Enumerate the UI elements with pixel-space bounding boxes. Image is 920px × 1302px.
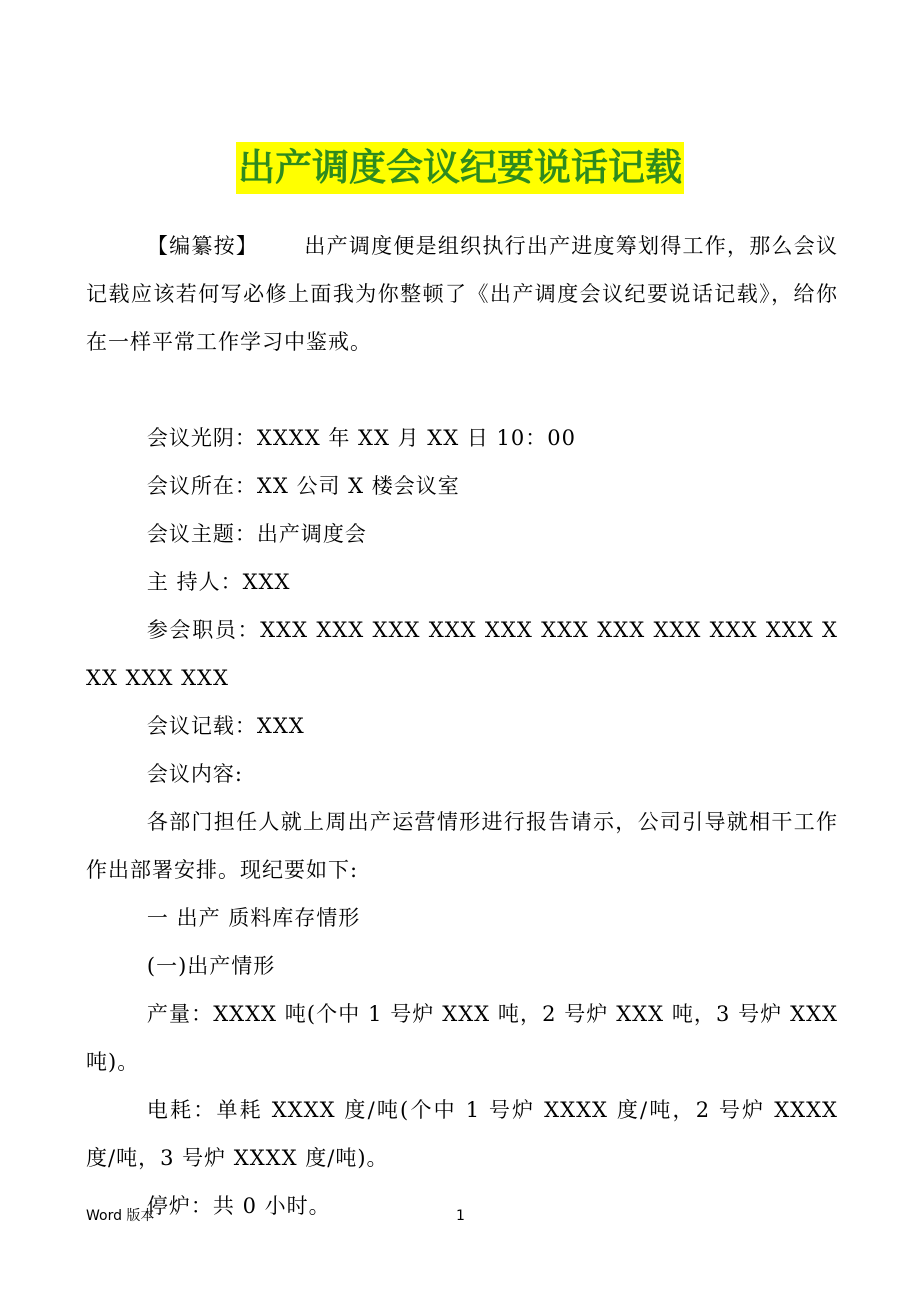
output-line: 产量：XXXX 吨(个中 1 号炉 XXX 吨，2 号炉 XXX 吨，3 号炉 XXX 吨)。 — [86, 1002, 838, 1074]
meeting-topic: 会议主题：出产调度会 — [146, 522, 367, 546]
meeting-time: 会议光阴：XXXX 年 XX 月 XX 日 10：00 — [146, 426, 576, 450]
shutdown-line: 停炉：共 0 小时。 — [146, 1194, 331, 1218]
intro-text: 出产调度便是组织执行出产进度筹划得工作，那么会议记载应该若何写必修上面我为你整顿了《出产调度会议纪要说话记载》，给你在一样平常工作学习中鉴戒。 — [86, 234, 839, 354]
meeting-host: 主 持人：XXX — [146, 570, 291, 594]
meeting-recorder: 会议记载：XXX — [146, 714, 305, 738]
intro-paragraph — [86, 222, 838, 366]
title-container — [0, 142, 920, 194]
meeting-summary: 各部门担任人就上周出产运营情形进行报告请示，公司引导就相干工作作出部署安排。现纪要如下: — [86, 810, 838, 882]
footer-label: Word 版本 — [86, 1208, 155, 1224]
meeting-content — [86, 414, 838, 1230]
page-number: 1 — [456, 1208, 465, 1224]
intro-label: 【编纂按】 — [146, 234, 259, 258]
meeting-location: 会议所在：XX 公司 X 楼会议室 — [146, 474, 460, 498]
document-title: 出产调度会议纪要说话记载 — [236, 142, 684, 194]
power-consumption-line: 电耗：单耗 XXXX 度/吨(个中 1 号炉 XXXX 度/吨，2 号炉 XXXX 度/吨，3 号炉 XXXX 度/吨)。 — [86, 1098, 838, 1170]
meeting-content-label: 会议内容: — [146, 762, 243, 786]
section-heading-1: 一 出产 质料库存情形 — [146, 906, 361, 930]
meeting-attendees: 参会职员：XXX XXX XXX XXX XXX XXX XXX XXX XXX XXX XXX XXX XXX — [86, 618, 838, 690]
subsection-heading-1: (一)出产情形 — [146, 954, 276, 978]
